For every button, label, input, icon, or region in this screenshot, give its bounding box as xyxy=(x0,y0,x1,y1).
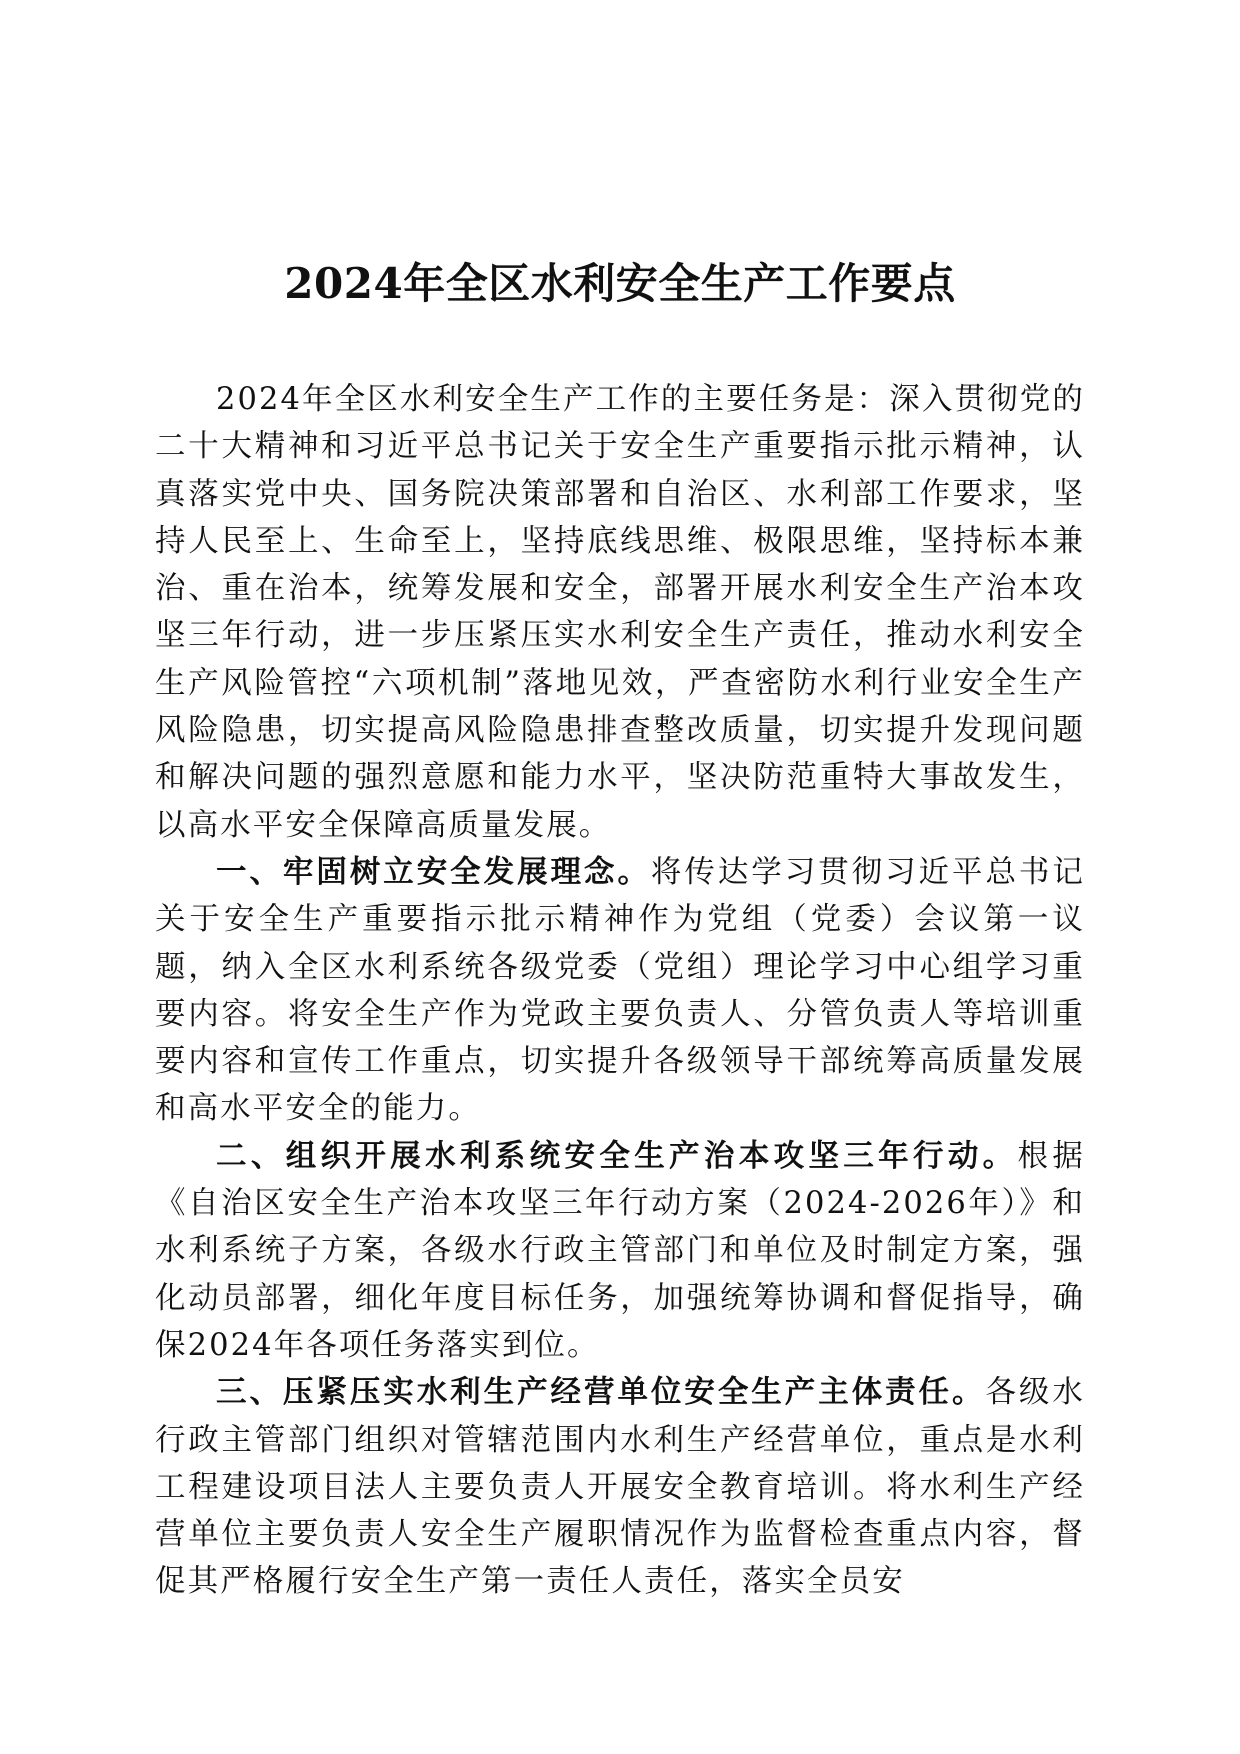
section-heading: 三、压紧压实水利生产经营单位安全生产主体责任。 xyxy=(216,1375,986,1411)
paragraph-section-3 xyxy=(155,1369,1085,1605)
paragraph-text: 2024年全区水利安全生产工作的主要任务是：深入贯彻党的二十大精神和习近平总书记关于安全生产重要指示批示精神，认真落实党中央、国务院决策部署和自治区、水利部工作要求，坚持人民至上、生命至上，坚持底线思维、极限思维，坚持标本兼治、重在治本，统筹发展和安全，部署开展水利安全生产治本攻坚三年行动，进一步压紧压实水利安全生产责任，推动水利安全生产风险管控“六项机制”落地见效，严查密防水利行业安全生产风险隐患，切实提高风险隐患排查整改质量，切实提升发现问题和解决问题的强烈意愿和能力水平，坚决防范重特大事故发生，以高水平安全保障高质量发展。 xyxy=(155,382,1085,843)
section-heading: 一、牢固树立安全发展理念。 xyxy=(216,854,651,890)
paragraph-text: 各级水行政主管部门组织对管辖范围内水利生产经营单位，重点是水利工程建设项目法人主要负责人开展安全教育培训。将水利生产经营单位主要负责人安全生产履职情况作为监督检查重点内容，督促其严格履行安全生产第一责任人责任，落实全员安 xyxy=(155,1375,1085,1600)
paragraph-section-2 xyxy=(155,1133,1085,1369)
paragraph-text: 根据《自治区安全生产治本攻坚三年行动方案（2024-2026年）》和水利系统子方案，各级水行政主管部门和单位及时制定方案，强化动员部署，细化年度目标任务，加强统筹协调和督促指导，确保2024年各项任务落实到位。 xyxy=(155,1138,1085,1363)
paragraph-section-1 xyxy=(155,849,1085,1133)
paragraph-intro xyxy=(155,376,1085,849)
document-title: 2024年全区水利安全生产工作要点 xyxy=(284,259,956,308)
paragraph-text: 将传达学习贯彻习近平总书记关于安全生产重要指示批示精神作为党组（党委）会议第一议题，纳入全区水利系统各级党委（党组）理论学习中心组学习重要内容。将安全生产作为党政主要负责人、分管负责人等培训重要内容和宣传工作重点，切实提升各级领导干部统筹高质量发展和高水平安全的能力。 xyxy=(155,854,1085,1127)
section-heading: 二、组织开展水利系统安全生产治本攻坚三年行动。 xyxy=(216,1138,1018,1174)
document-body xyxy=(155,376,1085,1606)
